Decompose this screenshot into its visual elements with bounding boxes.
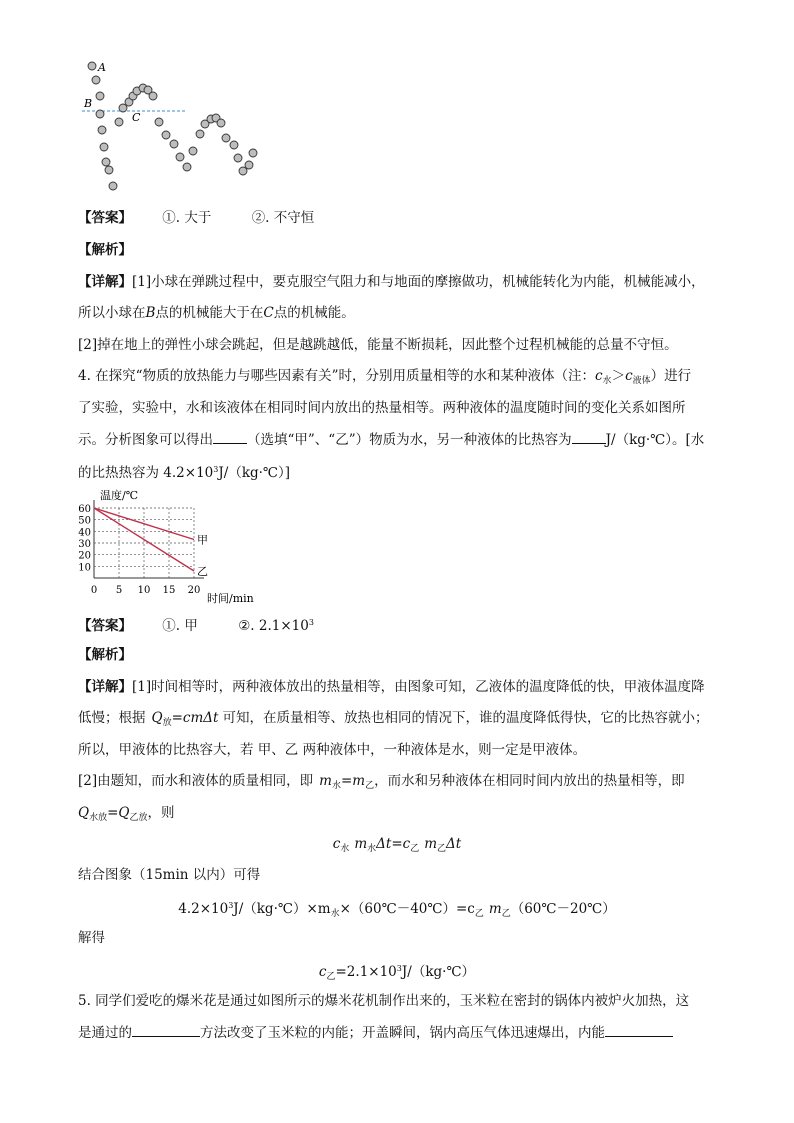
eq2-sup: 3 (228, 901, 234, 910)
q3-answer-line (78, 208, 314, 228)
q3-detail-1-text: [1]小球在弹跳过程中，要克服空气阻力和与地面的摩擦做功，机械能转化为内能，机械能减小， (132, 274, 705, 290)
ball-position (234, 154, 242, 162)
eq3-a: =2.1×10 (335, 964, 397, 980)
eq1-m2: m (424, 836, 438, 852)
ball-position (189, 147, 197, 155)
eq3-sup: 3 (396, 964, 402, 973)
q3-answer-2: ②. 不守恒 (251, 210, 315, 226)
ball-position (96, 110, 104, 118)
q3-detail-var-b: B (145, 305, 156, 321)
q4-sub-liquid: 液体 (632, 376, 651, 386)
chart-y-tick-label: 40 (78, 527, 91, 539)
eq1-m1: m (354, 836, 368, 852)
eq1-end: Δt (446, 836, 462, 852)
q4-line-2: 了实验，实验中，水和该液体在相同时间内放出的热量相等。两种液体的温度随时间的变化关系如图所 (78, 400, 686, 416)
q4-detail-1 (78, 677, 705, 697)
q4-d2-q1: Q (78, 805, 90, 821)
eq3-c: c (318, 964, 327, 980)
q3-detail-text-c: 点的机械能大于在 (155, 305, 264, 321)
q4-d1-formula: =cmΔt (171, 710, 219, 726)
q4-d1-a: 低慢；根据 (78, 710, 146, 726)
ball-position (100, 143, 108, 151)
chart-x-tick-label: 10 (137, 585, 151, 596)
ball-position (245, 161, 253, 169)
q4-c-water: c (594, 368, 603, 384)
q4-d2-qsub1: 水放 (89, 813, 108, 823)
q4-line-4-a: 的比热热容为 4.2×10 (78, 465, 214, 481)
q4-line-3-a: 示。分析图象可以得出 (78, 432, 213, 448)
q4-sub-water: 水 (602, 376, 612, 386)
chart-x-tick-label: 0 (90, 585, 98, 596)
eq3-s: 乙 (326, 972, 336, 982)
chart-series-label-1: 甲 (197, 533, 208, 547)
q3-analysis-label: 【解析】 (78, 242, 132, 258)
eq2-s1: 水 (330, 909, 340, 919)
q4-solve: 解得 (78, 930, 105, 946)
q4-line-3 (78, 429, 704, 450)
q4-d2-a: [2]由题知，而水和液体的质量相同，即 (78, 773, 314, 789)
ball-bounce-figure (76, 58, 266, 198)
chart-series-label-2: 乙 (197, 565, 208, 578)
chart-xlabel: 时间/min (207, 592, 254, 605)
q4-line-1-b: ）进行 (650, 368, 692, 384)
q4-detail-2-cont (78, 803, 175, 828)
q4-answer-label: 【答案】 (78, 618, 132, 634)
ball-position (149, 92, 157, 100)
ball-position (96, 92, 104, 100)
q5-line-1: 5. 同学们爱吃的爆米花是通过如图所示的爆米花机制作出来的，玉米粒在密封的锅体内被炉火加热，这 (78, 993, 690, 1009)
ball-position (92, 76, 100, 84)
ball-position (88, 62, 96, 70)
eq1-s4: 乙 (437, 844, 447, 854)
q4-answer-1: ①. 甲 (162, 618, 198, 634)
eq2-s3: 乙 (501, 909, 511, 919)
q4-detail-1-text: [1]时间相等时，两种液体放出的热量相等，由图象可知，乙液体的温度降低的快，甲液体温度降 (132, 679, 705, 695)
q4-answer-2-sup: 3 (308, 618, 314, 627)
q3-answer-1: ①. 大于 (162, 210, 212, 226)
q5-line-2-a: 是通过的 (78, 1025, 132, 1041)
ball-position (249, 149, 257, 157)
q4-d2-b: ，而水和另种液体在相同时间内放出的热量相等，即 (374, 773, 685, 789)
q4-d1-q: Q (151, 710, 163, 726)
q5-line-2-b: 方法改变了玉米粒的内能；开盖瞬间，锅内高压气体迅速爆出，内能 (200, 1025, 605, 1041)
q4-gt: ＞ (611, 368, 626, 384)
q4-detail-label: 【详解】 (78, 679, 132, 695)
ball-position (183, 163, 191, 171)
eq2-d: m (488, 901, 502, 917)
q4-d2-q2: =Q (107, 805, 130, 821)
ball-position (239, 167, 247, 175)
q4-blank-1[interactable] (213, 429, 247, 444)
q4-d2-eq: = (340, 773, 353, 789)
eq1-mid: Δt=c (376, 836, 411, 852)
q4-answer-2-text: ②. 2.1×10 (238, 618, 309, 634)
q3-detail-var-c: C (263, 305, 274, 321)
chart-x-tick-label: 5 (115, 585, 123, 596)
q5-line-2 (78, 1022, 673, 1043)
q4-line-3-b: （选填“甲”、“乙”）物质为水，另一种液体的比热容为 (247, 432, 572, 448)
q4-d1-sub: 放 (162, 718, 172, 728)
q4-line-4-sup: 3 (213, 465, 219, 474)
q3-detail-label: 【详解】 (78, 274, 132, 290)
eq2-e: （60℃－20℃） (510, 901, 616, 917)
ball-position (105, 166, 113, 174)
q4-d1-b: 可知，在质量相等、放热也相同的情况下，谁的温度降低得快，它的比热容就小； (222, 710, 709, 726)
eq1-s1: 水 (340, 844, 350, 854)
chart-y-tick-label: 30 (78, 539, 91, 550)
label-b: B (84, 97, 93, 110)
eq2-s2: 乙 (474, 909, 484, 919)
q3-detail-text-e: 点的机械能。 (273, 305, 355, 321)
ball-position (170, 140, 178, 148)
q4-line-1 (78, 366, 691, 391)
chart-ylabel: 温度/℃ (100, 489, 139, 502)
eq2-b: J/（kg·℃）×m (233, 901, 331, 917)
chart-y-tick-label: 60 (78, 504, 91, 515)
label-a: A (98, 61, 106, 74)
eq1-s2: 水 (367, 844, 377, 854)
ball-position (119, 104, 127, 112)
ball-position (102, 158, 110, 166)
q4-d2-sub1: 水 (331, 781, 341, 791)
ball-position (109, 182, 117, 190)
chart-y-tick-label: 50 (78, 515, 91, 527)
q3-detail-text-a: 所以小球在 (78, 305, 146, 321)
ball-position (230, 141, 238, 149)
q3-detail-2: [2]掉在地上的弹性小球会跳起，但是越跳越低，能量不断损耗，因此整个过程机械能的总量不守恒。 (78, 337, 678, 353)
q4-line-4-b: J/（kg·℃）] (218, 465, 291, 481)
q4-answer-2 (238, 618, 314, 634)
eq3-b: J/（kg·℃） (401, 964, 476, 980)
ball-position (196, 130, 204, 138)
q4-blank-2[interactable] (572, 429, 606, 444)
eq2-c: ×（60℃－40℃）=c (339, 901, 475, 917)
q4-line-4 (78, 460, 290, 483)
q4-d2-sub2: 乙 (365, 781, 375, 791)
q5-blank-2[interactable] (605, 1022, 673, 1037)
q4-detail-2 (78, 771, 685, 796)
q4-equation-1 (0, 834, 794, 859)
eq2-a: 4.2×10 (178, 901, 229, 917)
label-c: C (132, 111, 141, 124)
q4-d2-m1: m (319, 773, 332, 789)
ball-position (217, 119, 225, 127)
ball-position (155, 118, 163, 126)
q4-d2-then: ，则 (147, 805, 175, 821)
eq1-c1: c (332, 836, 341, 852)
chart-y-tick-label: 10 (78, 562, 91, 574)
q4-line-1-a: 4. 在探究“物质的放热能力与哪些因素有关”时，分别用质量相等的水和某种液体（注： (78, 368, 595, 384)
chart-x-tick-label: 20 (187, 585, 201, 596)
q4-detail-1-end: 所以，甲液体的比热容大，若 甲、乙 两种液体中，一种液体是水，则一定是甲液体。 (78, 742, 587, 758)
q4-d2-m2: m (352, 773, 366, 789)
temperature-time-chart (70, 486, 270, 608)
q4-detail-1-cont (78, 708, 708, 733)
ball-position (98, 126, 106, 134)
q4-d2-qsub2: 乙放 (129, 813, 148, 823)
q3-answer-label: 【答案】 (78, 210, 132, 226)
q4-equation-3 (0, 959, 794, 987)
ball-position (162, 131, 170, 139)
q4-answer-line (78, 613, 314, 636)
chart-x-tick-label: 15 (162, 585, 176, 596)
q4-line-3-c: J/（kg·℃）。[水 (605, 432, 705, 448)
ball-position (115, 118, 123, 126)
ball-position (176, 153, 184, 161)
chart-y-tick-label: 20 (78, 550, 91, 562)
q3-detail-1 (78, 272, 705, 292)
q5-blank-1[interactable] (132, 1022, 200, 1037)
eq1-s3: 乙 (410, 844, 420, 854)
ball-position (222, 134, 230, 142)
q3-detail-1-cont (78, 303, 355, 323)
q4-combine: 结合图象（15min 以内）可得 (78, 867, 261, 883)
q4-c-liquid: c (625, 368, 633, 384)
q4-equation-2 (0, 896, 794, 924)
q4-analysis-label: 【解析】 (78, 647, 132, 663)
